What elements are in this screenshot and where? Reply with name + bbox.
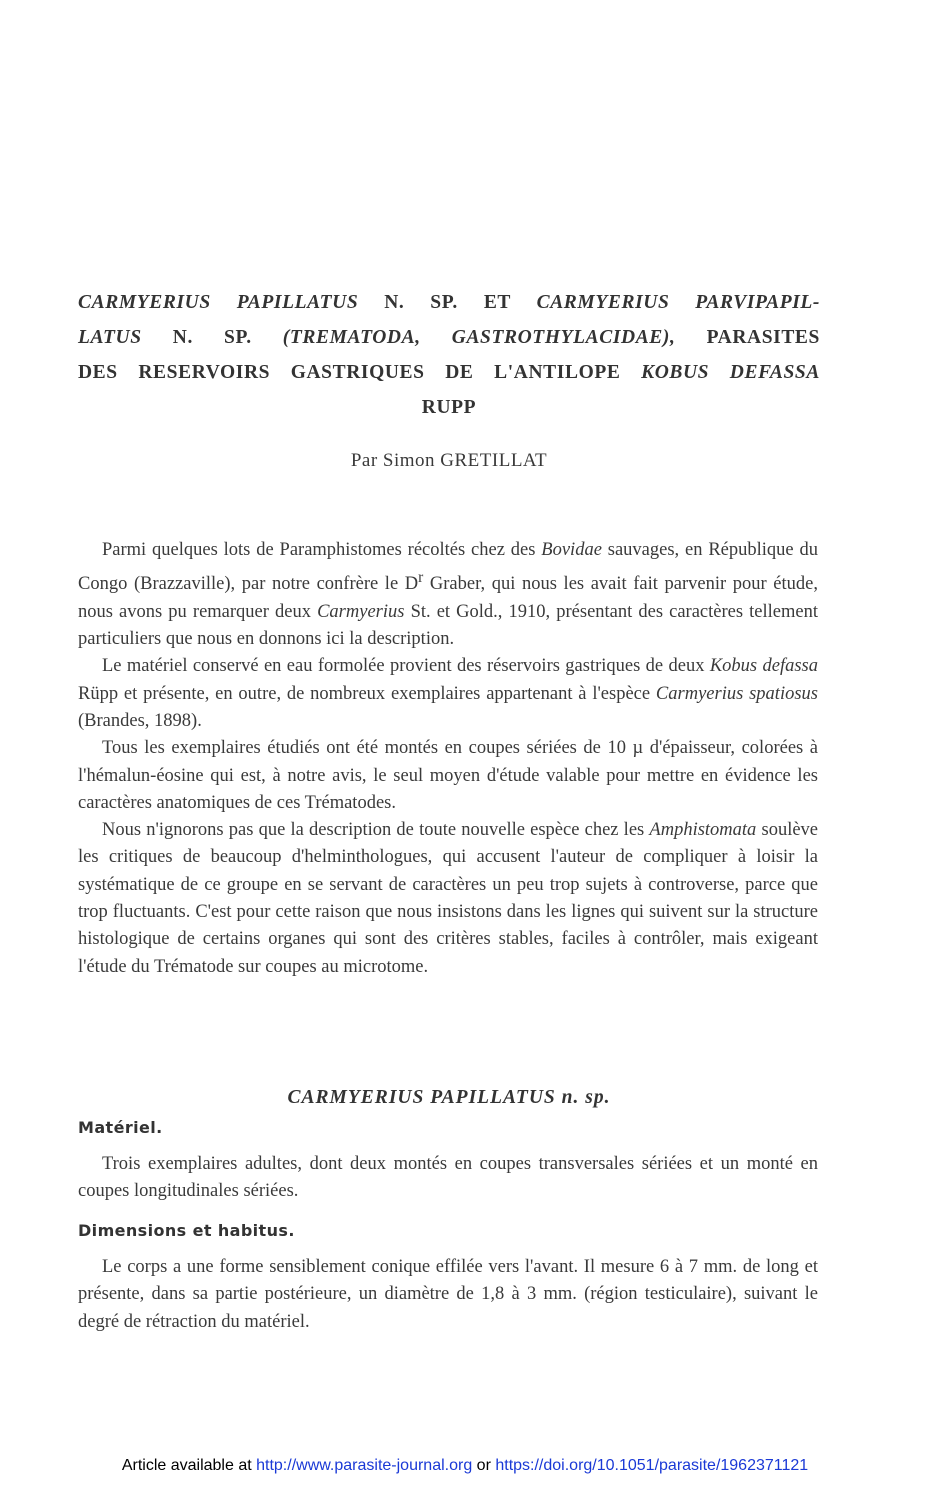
materiel-section: [78, 1151, 818, 1206]
article-title: [78, 285, 820, 425]
title-text: N. SP. ET: [358, 292, 537, 313]
taxon-name: Bovidae: [541, 540, 602, 560]
paragraph: Le corps a une forme sensiblement conique effilée vers l'avant. Il mesure 6 à 7 mm. de long et présente, dans sa partie postérieure, un diamètre de 1,8 à 3 mm. (région testiculaire), suivant le degré de rétraction du matériel.: [78, 1257, 818, 1332]
paragraph: Le matériel conservé en eau formolée provient des réservoirs gastriques de deux Kobus defassa Rüpp et présente, en outre, de nombreux exemplaires appartenant à l'espèce Carmyerius spatiosus (Brandes, 1898).: [78, 656, 818, 731]
introduction: [78, 537, 818, 981]
availability-footer: Article available at http://www.parasite-journal.org or https://doi.org/10.1051/parasite/1962371121: [121, 1457, 809, 1474]
doi-link[interactable]: https://doi.org/10.1051/parasite/1962371121: [495, 1457, 809, 1474]
paragraph: Parmi quelques lots de Paramphistomes récoltés chez des Bovidae sauvages, en République du Congo (Brazzaville), par notre confrère le $D^r$ Graber, qui nous les avait fait parvenir pour étude, nous avons pu remarquer deux Carmyerius St. et Gold., 1910, présentant des caractères tellement particuliers que nous en donnons ici la description.: [78, 540, 819, 650]
subheading-materiel: Matériel.: [78, 1118, 163, 1137]
paragraph: Trois exemplaires adultes, dont deux montés en coupes transversales sériées et un monté en coupes longitudinales sériées.: [78, 1154, 818, 1202]
taxon-name: Carmyerius spatiosus: [655, 683, 818, 704]
author-byline: Par Simon GRETILLAT: [350, 450, 548, 471]
paragraph: Nous n'ignorons pas que la description de toute nouvelle espèce chez les Amphistomata soulève les critiques de beaucoup d'helminthologues, qui accusent l'auteur de compliquer à loisir la systématique de ce groupe en se servant de caractères un peu trop sujets à controverse, parce que trop fluctuants. C'est pour cette raison que nous insistons dans les lignes qui suivent sur la structure histologique de certains organes qui sont des critères stables, faciles à contrôler, mais exigeant l'étude du Trématode sur coupes au microtome.: [78, 820, 819, 977]
taxon-name: Amphistomata: [649, 820, 757, 841]
title-text: PARASITES: [675, 327, 820, 348]
title-text: N. SP.: [141, 327, 283, 348]
title-host-species: KOBUS DEFASSA: [641, 362, 820, 383]
title-species-2a: CARMYERIUS PARVIPAPIL-: [536, 292, 820, 313]
title-text: DES RESERVOIRS GASTRIQUES DE L'ANTILOPE: [78, 362, 642, 383]
paragraph: Tous les exemplaires étudiés ont été montés en coupes sériées de 10 µ d'épaisseur, colorées à l'hémalun-éosine qui est, à notre avis, le seul moyen d'étude valable pour mettre en évidence les caractères anatomiques de ces Trématodes.: [78, 738, 818, 813]
section-title: CARMYERIUS PAPILLATUS n. sp.: [287, 1087, 611, 1108]
taxon-name: Carmyerius: [317, 601, 405, 622]
subheading-dimensions: Dimensions et habitus.: [78, 1221, 295, 1240]
dimensions-section: [78, 1254, 818, 1336]
title-line-2: [78, 320, 820, 355]
title-species-2b: LATUS: [78, 327, 142, 348]
title-line-4: RUPP: [421, 397, 477, 418]
title-taxonomy: (TREMATODA, GASTROTHYLACIDAE),: [282, 327, 676, 348]
title-species-1: CARMYERIUS PAPILLATUS: [78, 292, 359, 313]
title-line-3: [78, 355, 820, 390]
title-line-1: [78, 285, 820, 320]
journal-link[interactable]: http://www.parasite-journal.org: [256, 1457, 473, 1474]
taxon-name: Kobus defassa: [709, 656, 818, 677]
